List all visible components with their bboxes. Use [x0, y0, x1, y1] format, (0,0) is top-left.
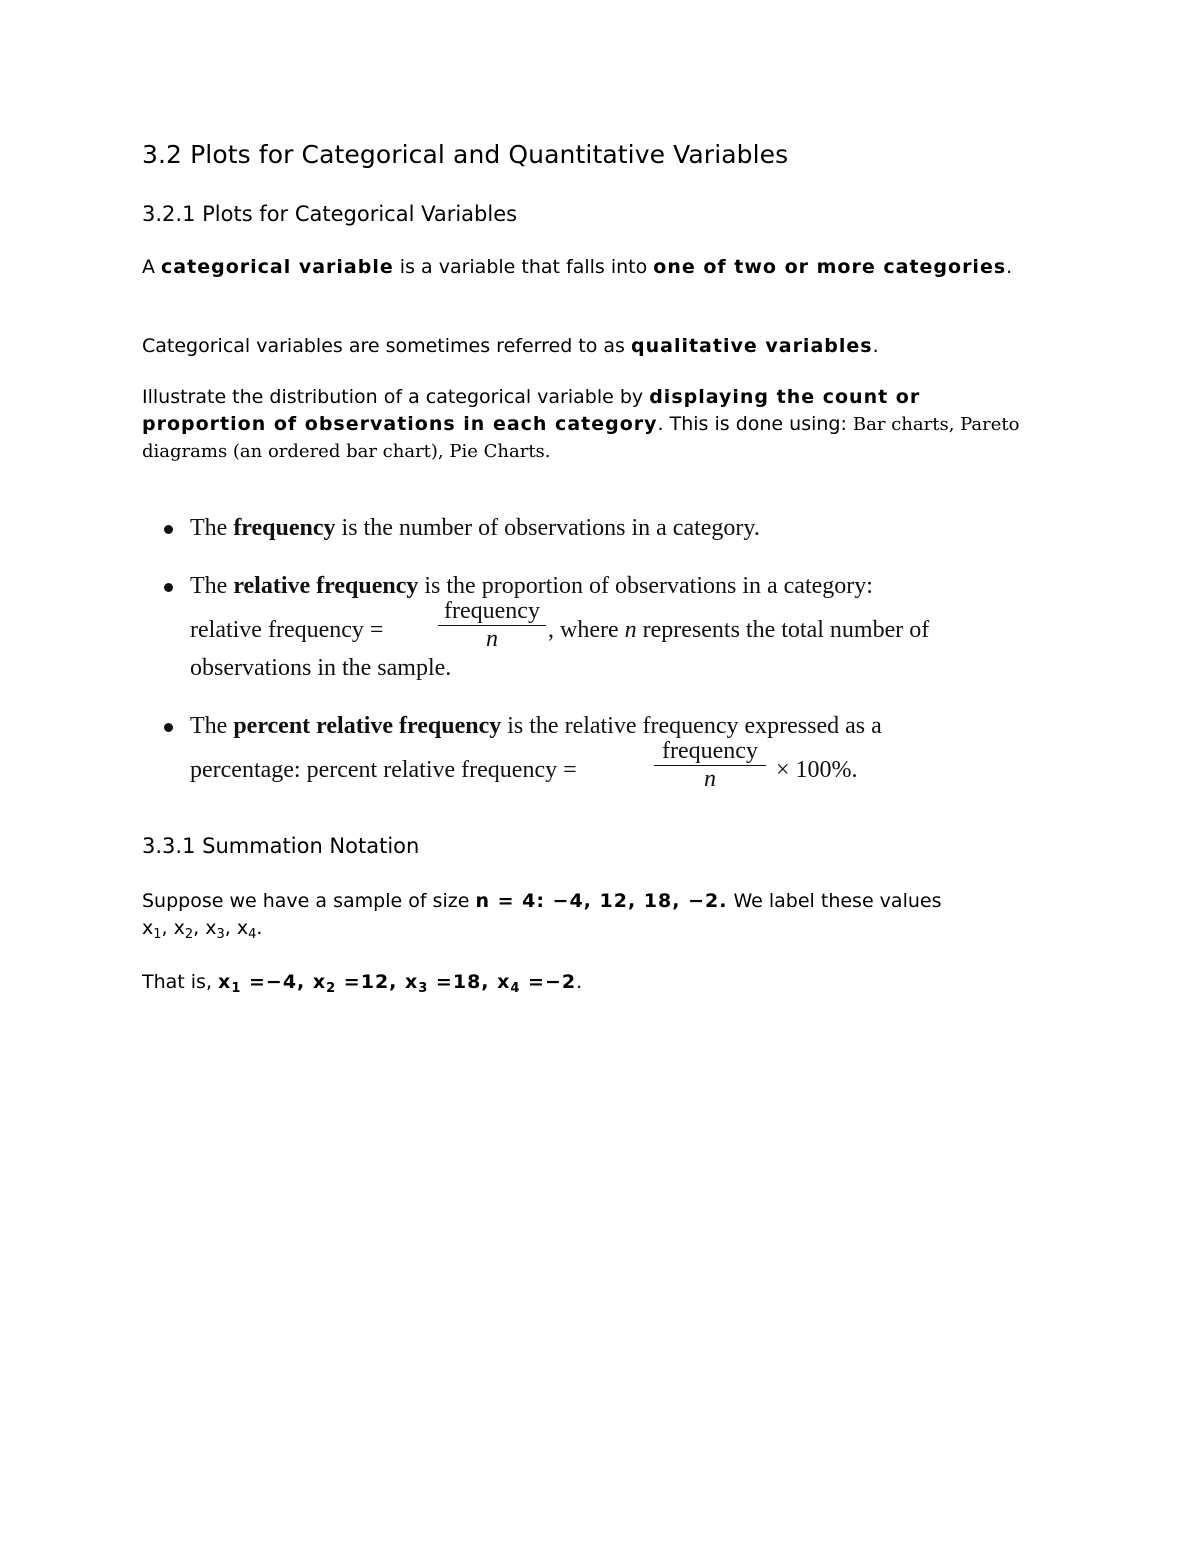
text: Categorical variables are sometimes referred to as — [142, 335, 631, 357]
text: . — [576, 971, 583, 993]
text: The — [190, 515, 234, 541]
text: is the proportion of observations in a category: — [418, 573, 873, 599]
fraction-numerator: frequency — [662, 738, 758, 764]
bullet-line — [190, 713, 882, 740]
fraction — [654, 738, 766, 793]
subscript: 4 — [510, 981, 521, 996]
assignments — [218, 971, 577, 996]
separator: , — [193, 917, 206, 939]
text: . — [256, 917, 263, 939]
subscript: 4 — [248, 927, 257, 942]
fraction-numerator: frequency — [444, 598, 540, 624]
value: =18, — [428, 971, 498, 993]
bold-term: percent relative frequency — [233, 713, 502, 739]
text: is a variable that falls into — [393, 256, 654, 278]
subscript: 1 — [153, 927, 162, 942]
text: . This is done using: — [657, 413, 853, 435]
text: is the relative frequency expressed as a — [501, 713, 882, 739]
bold-term: categorical variable — [161, 256, 394, 278]
chart-types-text: Bar charts, Pareto diagrams (an ordered bar chart), Pie Charts. — [142, 414, 1020, 462]
fraction-denominator: n — [486, 626, 498, 653]
text: . — [1006, 256, 1013, 278]
bold-term: one of two or more categories — [653, 256, 1007, 278]
subscript: 3 — [418, 981, 429, 996]
var-x: x — [312, 971, 327, 993]
paragraph-illustrate — [142, 384, 1037, 465]
paragraph-sample — [142, 888, 1037, 942]
value: −2 — [544, 971, 577, 993]
variable: n — [624, 617, 637, 643]
text: is the number of observations in a category. — [335, 515, 760, 541]
bullet-dot-icon — [164, 583, 173, 592]
fraction-denominator: n — [704, 766, 716, 793]
bold-term: relative frequency — [233, 573, 419, 599]
formula-line — [190, 617, 383, 644]
bullet-dot-icon — [164, 723, 173, 732]
formula-lhs: relative frequency = — [190, 617, 384, 643]
text: Illustrate the distribution of a categorical variable by — [142, 386, 650, 408]
var-x: x — [218, 971, 232, 993]
subscript: 2 — [326, 981, 337, 996]
subscript: 1 — [231, 981, 242, 996]
formula-tail — [548, 617, 929, 644]
paragraph-that-is — [142, 969, 1037, 996]
text: , where — [548, 617, 625, 643]
paragraph-qualitative — [142, 333, 1037, 360]
separator: , — [224, 917, 237, 939]
paragraph-categorical-definition — [142, 254, 1037, 281]
var-x: x — [173, 917, 185, 939]
text: . — [872, 335, 879, 357]
formula-lhs: percentage: percent relative frequency = — [190, 757, 577, 783]
bullet-dot-icon — [164, 525, 173, 534]
text: A — [142, 256, 162, 278]
fraction — [438, 598, 546, 653]
text: The — [190, 713, 234, 739]
subsection-heading: 3.2.1 Plots for Categorical Variables — [142, 202, 518, 226]
var-x: x — [142, 917, 154, 939]
text: That is, — [142, 971, 219, 993]
var-x: x — [205, 917, 217, 939]
bold-values: n = 4: −4, 12, 18, −2. — [475, 890, 728, 912]
var-x: x — [236, 917, 249, 939]
bullet-line — [190, 573, 873, 600]
value: = — [520, 971, 545, 993]
var-x: x — [405, 971, 419, 993]
text: The — [190, 573, 234, 599]
value: =12, — [336, 971, 405, 993]
section-heading: 3.2 Plots for Categorical and Quantitative Variables — [142, 140, 789, 169]
bold-term: qualitative variables — [631, 335, 873, 357]
separator: , — [161, 917, 174, 939]
subscript: 3 — [216, 927, 225, 942]
text: We label these values — [727, 890, 942, 912]
var-x: x — [497, 971, 511, 993]
bullet-line: observations in the sample. — [190, 655, 452, 681]
subsection-heading-summation: 3.3.1 Summation Notation — [142, 834, 420, 858]
subscript: 2 — [184, 927, 194, 942]
formula-tail: × 100%. — [776, 757, 858, 783]
bullet-line — [190, 515, 760, 542]
value: =−4, — [241, 971, 313, 993]
text: represents the total number of — [636, 617, 930, 643]
bold-term: displaying the count or proportion of observations in each category — [142, 386, 921, 435]
bold-term: frequency — [233, 515, 336, 541]
text: Suppose we have a sample of size — [142, 890, 476, 912]
